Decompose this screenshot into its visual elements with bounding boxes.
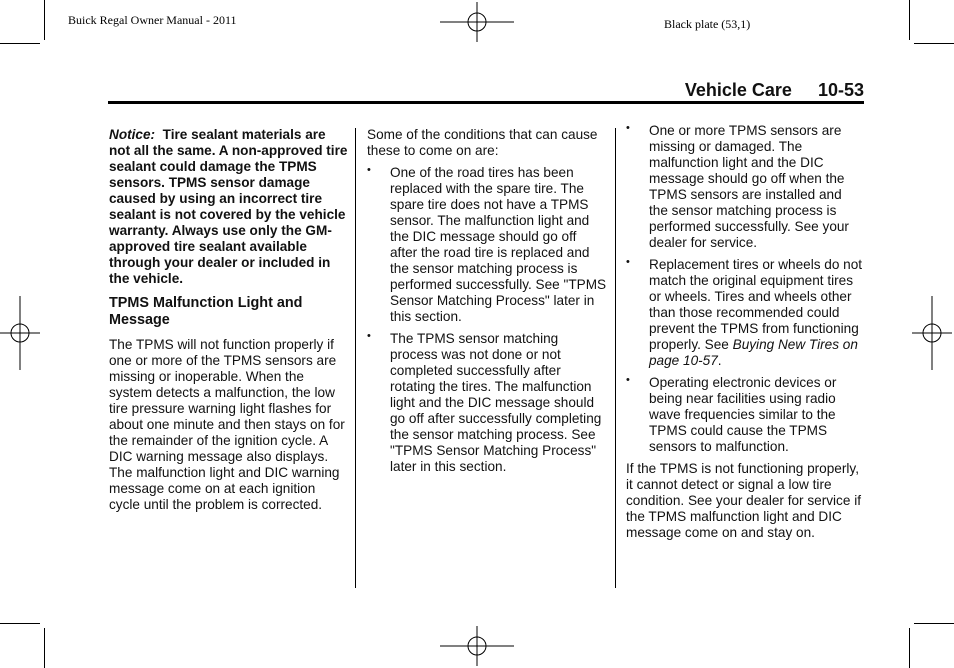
notice-paragraph [109, 127, 349, 287]
notice-text: Tire sealant materials are not all the same. A non-approved tire sealant could damage the TPMS sensors. TPMS sensor damage caused by using an incorrect tire sealant is not covered by the vehicle warranty. Always use only the GM-approved tire sealant available through your dealer or included in the vehicle. [109, 127, 348, 286]
condition-list [367, 165, 607, 475]
registration-mark-right [912, 296, 952, 370]
list-item [367, 165, 607, 325]
plate-label: Black plate (53,1) [664, 17, 751, 31]
intro-paragraph: Some of the conditions that can cause these to come on are: [367, 127, 598, 158]
section-title: Vehicle Care [684, 80, 792, 100]
registration-mark-left [0, 296, 40, 370]
page-number: 10-53 [817, 80, 864, 100]
crop-mark-top-left-v [44, 0, 45, 40]
list-item-text: The TPMS sensor matching process was not done or not completed successfully after rotating the tires. The malfunction light and the DIC message should go off after successfully completing the sensor matching process. See "TPMS Sensor Matching Process" later in this section. [390, 331, 602, 474]
header-title [685, 80, 864, 101]
bullet-icon: • [367, 330, 371, 342]
column-3 [626, 123, 864, 541]
column-1 [109, 127, 349, 513]
crop-mark-bottom-left-h [0, 623, 40, 624]
list-item-text: One or more TPMS sensors are missing or damaged. The malfunction light and the DIC message should go off when the TPMS sensors are installed and the sensor matching process is performed successfully. See your dealer for service. [649, 123, 849, 250]
body-paragraph: The TPMS will not function properly if one or more of the TPMS sensors are missing or inoperable. When the system detects a malfunction, the low tire pressure warning light flashes for about one minute and then stays on for the remainder of the ignition cycle. A DIC warning message also displays. The malfunction light and DIC warning message come on at each ignition cycle until the problem is corrected. [109, 337, 345, 512]
notice-label: Notice: [109, 127, 156, 142]
crop-mark-top-right-h [914, 43, 954, 44]
list-item [367, 331, 607, 475]
list-item-text: Replacement tires or wheels do not match the original equipment tires or wheels. Tires and wheels other than those recommended could prevent the TPMS from functioning properly. See [649, 257, 863, 352]
list-item [626, 375, 864, 455]
list-item [626, 123, 864, 251]
bullet-icon: • [626, 374, 630, 386]
list-item [626, 257, 864, 369]
header-rule [108, 101, 864, 104]
doc-title: Buick Regal Owner Manual - 2011 [68, 13, 237, 27]
crop-mark-bottom-left-v [44, 628, 45, 668]
bullet-icon: • [367, 164, 371, 176]
registration-mark-top [440, 2, 514, 42]
section-heading: TPMS Malfunction Light and Message [109, 295, 303, 328]
bullet-icon: • [626, 122, 630, 134]
column-divider-1 [355, 128, 356, 588]
crop-mark-bottom-right-h [914, 623, 954, 624]
crop-mark-top-right-v [909, 0, 910, 40]
page-header [108, 80, 864, 102]
list-item-text-end: . [717, 353, 722, 368]
registration-mark-bottom [440, 626, 514, 666]
crop-mark-bottom-right-v [909, 628, 910, 668]
bullet-icon: • [626, 256, 630, 268]
list-item-text: Operating electronic devices or being near facilities using radio wave frequencies similar to the TPMS could cause the TPMS sensors to malfunction. [649, 375, 837, 454]
column-2 [367, 127, 607, 481]
condition-list-continued [626, 123, 864, 455]
list-item-text: One of the road tires has been replaced with the spare tire. The spare tire does not have a TPMS sensor. The malfunction light and the DIC message should go off after the road tire is replaced and the sensor matching process is performed successfully. See "TPMS Sensor Matching Process" later in this section. [390, 165, 607, 324]
closing-paragraph: If the TPMS is not functioning properly, it cannot detect or signal a low tire condition. See your dealer for service if the TPMS malfunction light and DIC message come on and stay on. [626, 461, 861, 540]
cross-reference-link[interactable]: Buying New Tires on page 10-57 [649, 337, 858, 368]
column-divider-2 [615, 128, 616, 588]
crop-mark-top-left-h [0, 43, 40, 44]
